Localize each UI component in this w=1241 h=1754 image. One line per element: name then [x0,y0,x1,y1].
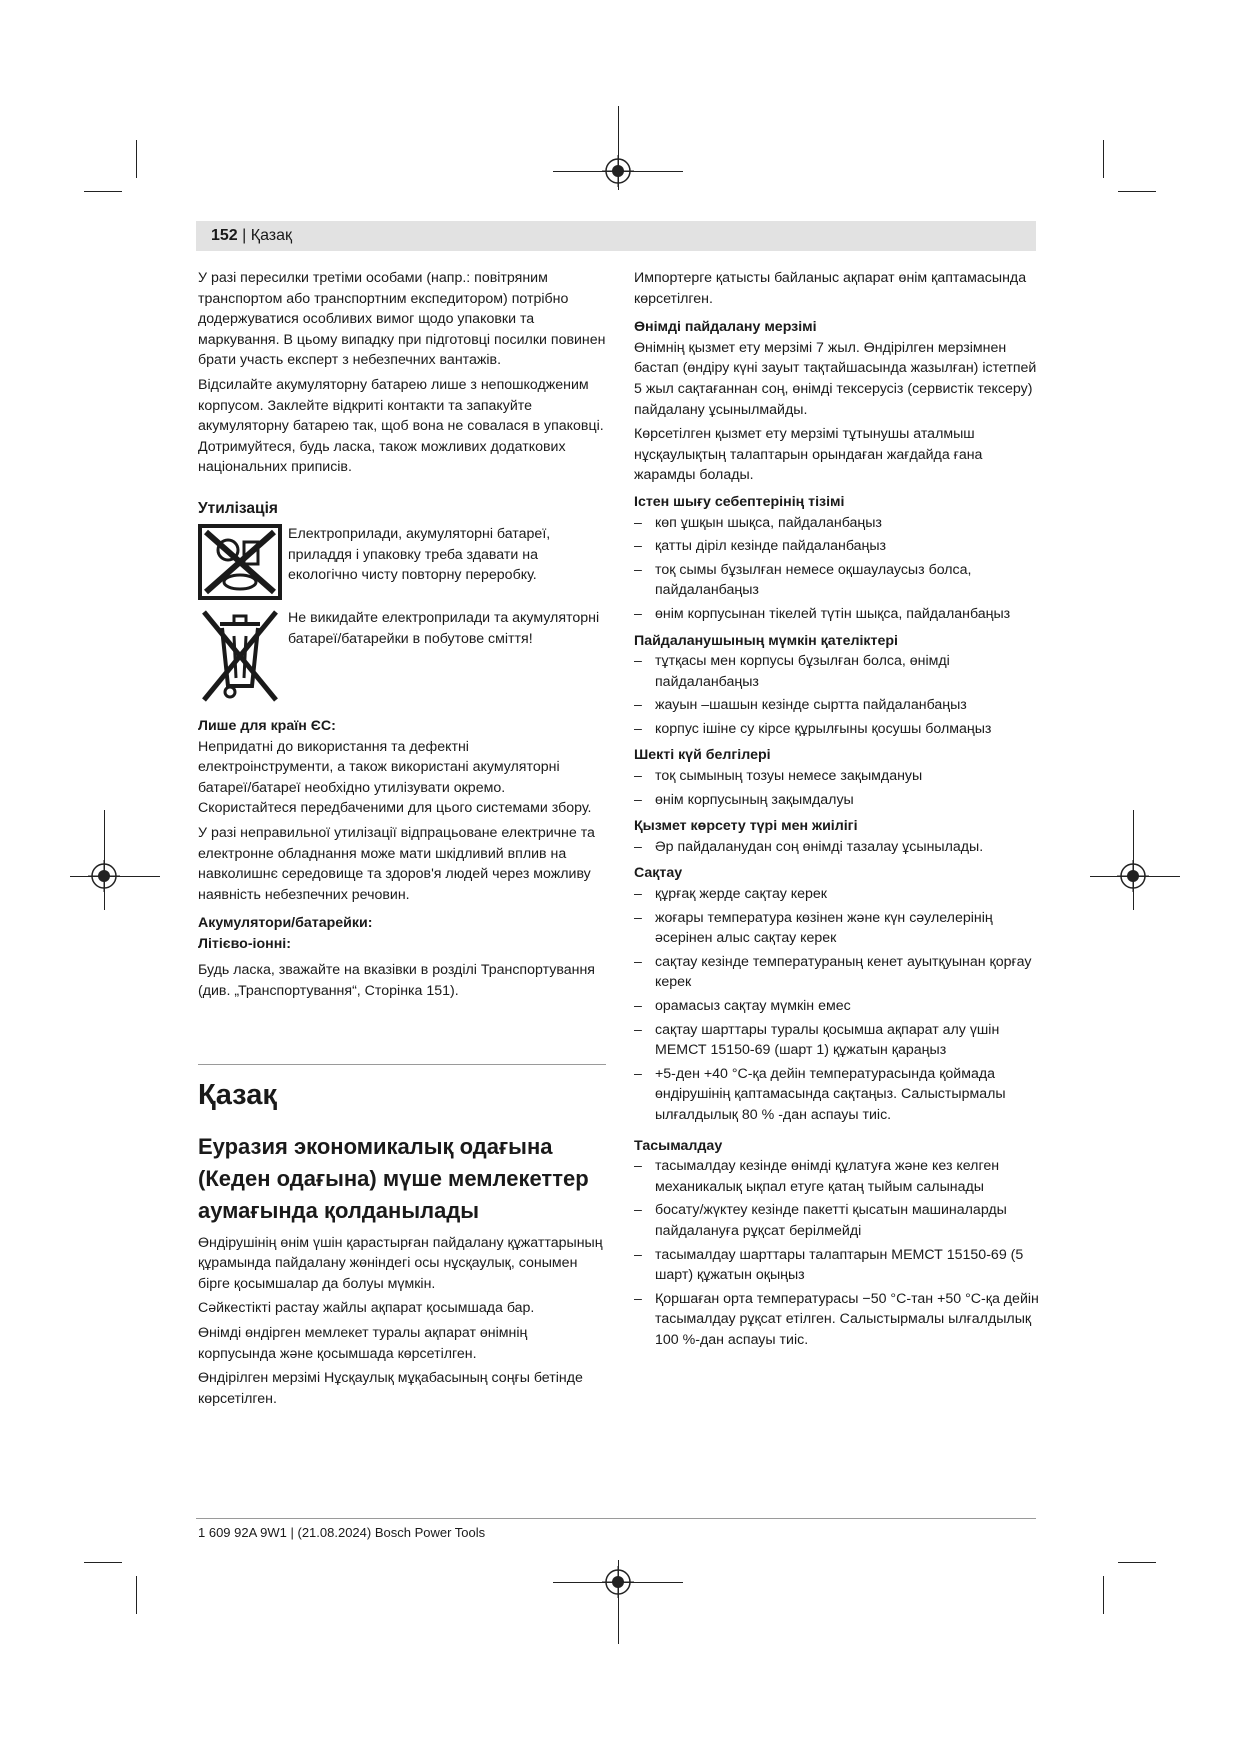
list-item: – жауын –шашын кезінде сыртта пайдаланбаңыз [634,695,1039,716]
page-header-bar [196,221,1036,251]
list-item: – сақтау кезінде температураның кенет ауытқуынан қорғау керек [634,952,1039,993]
usage-paragraph-2: Көрсетілген қызмет ету мерзімі тұтынушы аталмыш нұсқаулықтың талаптарын орындаған жағдайда ғана жарамды болады. [634,426,983,484]
language-section-title: Қазақ [198,1078,277,1111]
page-header [211,226,292,246]
registration-mark-icon [600,1564,636,1600]
list-item: – қатты діріл кезінде пайдаланбаңыз [634,536,1039,557]
disposal-text-bin: Не викидайте електроприлади та акумуляторні батареї/батарейки в побутове сміття! [288,609,600,647]
page-footer: 1 609 92A 9W1 | (21.08.2024) Bosch Power Tools [198,1525,486,1540]
registration-mark-icon [600,153,636,189]
crop-mark [84,1562,122,1563]
kz-paragraph-2: Сәйкестікті растау жайлы ақпарат қосымшада бар. [198,1300,535,1317]
list-item: – тасымалдау кезінде өнімді құлатуға және кез келген механикалық ықпал етуге қатаң тыйым салынады [634,1156,1039,1197]
crop-mark [1118,1562,1156,1563]
left-column [198,268,606,1413]
list-item: – тоқ сымының тозуы немесе зақымдануы [634,766,1039,787]
footer-rule [196,1518,1036,1519]
eu-paragraph-1: Непридатні до використання та дефектні електроінструменти, а також використані акумуляторні батареї/батареї необхідно утилізувати окремо. Скористайтеся передбаченими для цього системами збору. [198,738,592,817]
limit-heading: Шекті күй белгілері [634,747,771,764]
importer-intro: Импортерге қатысты байланыс ақпарат өнім қаптамасында көрсетілген. [634,270,1027,307]
list-item: – сақтау шарттары туралы қосымша ақпарат алу үшін МЕМСТ 15150-69 (шарт 1) құжатын қараңыз [634,1020,1039,1061]
kz-paragraph-1: Өндірушінің өнім үшін қарастырған пайдалану құжаттарының құрамында пайдалану жөніндегі осы нұсқаулық, сонымен бірге қосымшалар да болуы мүмкін. [198,1234,603,1292]
failure-list [634,513,1039,625]
battery-text: Будь ласка, зважайте на вказівки в розділі Транспортування (див. „Транспортування“, Сторінка 151). [198,962,595,1000]
usage-paragraph-1: Өнімнің қызмет ету мерзімі 7 жыл. Өндірілген мерзімнен бастап (өндіру күні зауыт тақтайшасында жазылған) істетпей 5 жыл сақтағаннан соң, өнімді тексерусіз (сервистік тексеру) пайдалану ұсынылмайды. [634,339,1037,418]
page-number: 152 [211,227,238,244]
crop-mark [1103,1576,1104,1614]
storage-heading: Сақтау [634,865,683,882]
failure-heading: Істен шығу себептерінің тізімі [634,493,845,510]
disposal-text-recycle: Електроприлади, акумуляторні батареї, приладдя і упаковку треба здавати на екологічно чисту повторну переробку. [288,525,551,584]
eu-paragraph-2: У разі неправильної утилізації відпрацьоване електричне та електронне обладнання може мати шкідливий вплив на навколишнє середовище та здоров'я людей через можливу наявність небезпечних речовин. [198,824,595,903]
recycling-icon [198,524,282,600]
list-item: – көп ұшқын шықса, пайдаланбаңыз [634,513,1039,534]
limit-list [634,766,1039,810]
disposal-row-recycle [198,524,606,600]
list-item: – өнім корпусынан тікелей түтін шықса, пайдаланбаңыз [634,604,1039,625]
transport-heading: Тасымалдау [634,1137,723,1154]
header-section: Қазақ [250,227,293,244]
list-item: – құрғақ жерде сақтау керек [634,884,1039,905]
usage-heading: Өнімді пайдалану мерзімі [634,319,817,336]
eu-heading: Лише для країн ЄС: [198,717,336,734]
errors-heading: Пайдаланушының мүмкін қателіктері [634,632,898,649]
list-item: – корпус ішіне су кірсе құрылғыны қосушы болмаңыз [634,719,1039,740]
list-item: – тоқ сымы бұзылған немесе оқшаулаусыз болса, пайдаланбаңыз [634,560,1039,601]
errors-list [634,651,1039,739]
kz-paragraph-4: Өндірілген мерзімі Нұсқаулық мұқабасының соңғы бетінде көрсетілген. [198,1370,583,1407]
transport-list [634,1156,1039,1350]
crop-mark [1118,191,1156,192]
storage-list [634,884,1039,1126]
right-column [634,268,1039,1354]
header-separator: | [237,227,251,244]
registration-mark-icon [1115,858,1151,894]
list-item: – орамасыз сақтау мүмкін емес [634,996,1039,1017]
section-divider [198,1064,606,1065]
crop-mark [136,140,137,178]
crop-mark [84,191,122,192]
service-heading: Қызмет көрсету түрі мен жиілігі [634,818,858,835]
list-item: – өнім корпусының зақымдалуы [634,790,1039,811]
transport-paragraph-2: Відсилайте акумуляторну батарею лише з непошкодженим корпусом. Заклейте відкриті контакти та запакуйте акумуляторну батарею так, щоб вона не совалася в упаковці. Дотримуйтеся, будь ласка, також можливих додаткових національних приписів. [198,376,604,476]
list-item: – Әр пайдаланудан соң өнімді тазалау ұсынылады. [634,837,1039,858]
disposal-row-bin [198,608,606,704]
crossed-bin-icon [198,608,282,704]
transport-paragraph-1: У разі пересилки третіми особами (напр.: повітряним транспортом або транспортним експедитором) потрібно додержуватися особливих вимог щодо упаковки та маркування. В цьому випадку при підготовці посилки повинен брати участь експерт з небезпечних вантажів. [198,270,606,369]
list-item: – тасымалдау шарттары талаптарын МЕМСТ 15150-69 (5 шарт) құжатын оқыңыз [634,1245,1039,1286]
crop-mark [136,1576,137,1614]
list-item: – жоғары температура көзінен және күн сәулелерінің әсерінен алыс сақтау керек [634,908,1039,949]
registration-mark-icon [86,858,122,894]
liion-heading: Літієво-іонні: [198,935,291,952]
crop-mark [1103,140,1104,178]
list-item: – +5-ден +40 °C-қа дейін температурасында қоймада өндірушінің қаптамасында сақтаңыз. Салыстырмалы ылғалдылық 80 % -дан аспауы тиіс. [634,1064,1039,1126]
list-item: – Қоршаған орта температурасы −50 °C-тан +50 °C-қа дейін тасымалдау рұқсат етілген. Салыстырмалы ылғалдылық 100 %-дан аспауы тиіс. [634,1289,1039,1351]
kz-paragraph-3: Өнімді өндірген мемлекет туралы ақпарат өнімнің корпусында және қосымшада көрсетілген. [198,1325,528,1362]
list-item: – босату/жүктеу кезінде пакетті қысатын машиналарды пайдалануға рұқсат берілмейді [634,1200,1039,1241]
eaeu-subtitle: Еуразия экономикалық одағына (Кеден одағына) мүше мемлекеттер аумағында қолданылады [198,1133,589,1223]
service-list [634,837,1039,858]
disposal-heading: Утилізація [198,499,278,517]
list-item: – тұтқасы мен корпусы бұзылған болса, өнімді пайдаланбаңыз [634,651,1039,692]
battery-heading: Акумулятори/батарейки: [198,915,373,932]
